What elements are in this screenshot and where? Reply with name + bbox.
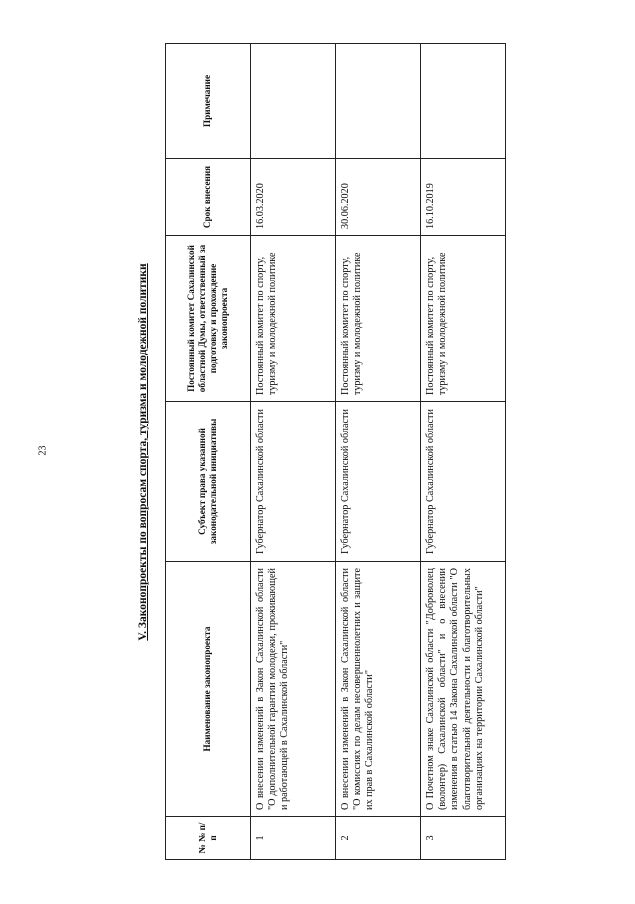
bill-name: О Почетном знаке Сахалинской области "Доброволец (волонтер) Сахалинской области" и о внесении изменения в статью 14 Закона Сахалинской области "О благотворительной деятельности и благотворительных организациях на территории Сахалинской области"	[421, 562, 506, 817]
initiative-subject: Губернатор Сахалинской области	[421, 402, 506, 562]
note	[251, 44, 336, 159]
initiative-subject: Губернатор Сахалинской области	[251, 402, 336, 562]
committee: Постоянный комитет по спорту, туризму и молодежной политике	[336, 236, 421, 402]
table-row	[421, 44, 506, 860]
bill-name: О внесении изменений в Закон Сахалинской области "О комиссиях по делам несовершеннолетних и защите их прав в Сахалинской области"	[336, 562, 421, 817]
page-number: 23	[37, 445, 49, 456]
header-initiative-subject: Субъект права указанной законодательной инициативы	[166, 402, 251, 562]
section-title: V. Законопроекты по вопросам спорта, туризма и молодежной политики	[137, 263, 149, 641]
table-header-row	[166, 44, 251, 860]
table-row	[336, 44, 421, 860]
header-committee: Постоянный комитет Сахалинской областной Думы, ответственный за подготовку и прохождение законопроекта	[166, 236, 251, 402]
committee: Постоянный комитет по спорту, туризму и молодежной политике	[421, 236, 506, 402]
note	[336, 44, 421, 159]
rotated-page-content	[137, 44, 497, 860]
row-number: 3	[421, 817, 506, 860]
row-number: 2	[336, 817, 421, 860]
bills-table	[165, 43, 506, 860]
header-submission-date: Срок внесения	[166, 159, 251, 236]
submission-date: 16.10.2019	[421, 159, 506, 236]
header-number: № № п/п	[166, 817, 251, 860]
submission-date: 30.06.2020	[336, 159, 421, 236]
table-row	[251, 44, 336, 860]
note	[421, 44, 506, 159]
committee: Постоянный комитет по спорту, туризму и молодежной политике	[251, 236, 336, 402]
submission-date: 16.03.2020	[251, 159, 336, 236]
header-bill-name: Наименование законопроекта	[166, 562, 251, 817]
header-note: Примечание	[166, 44, 251, 159]
row-number: 1	[251, 817, 336, 860]
bill-name: О внесении изменений в Закон Сахалинской области "О дополнительной гарантии молодежи, проживающей и работающей в Сахалинской области"	[251, 562, 336, 817]
initiative-subject: Губернатор Сахалинской области	[336, 402, 421, 562]
